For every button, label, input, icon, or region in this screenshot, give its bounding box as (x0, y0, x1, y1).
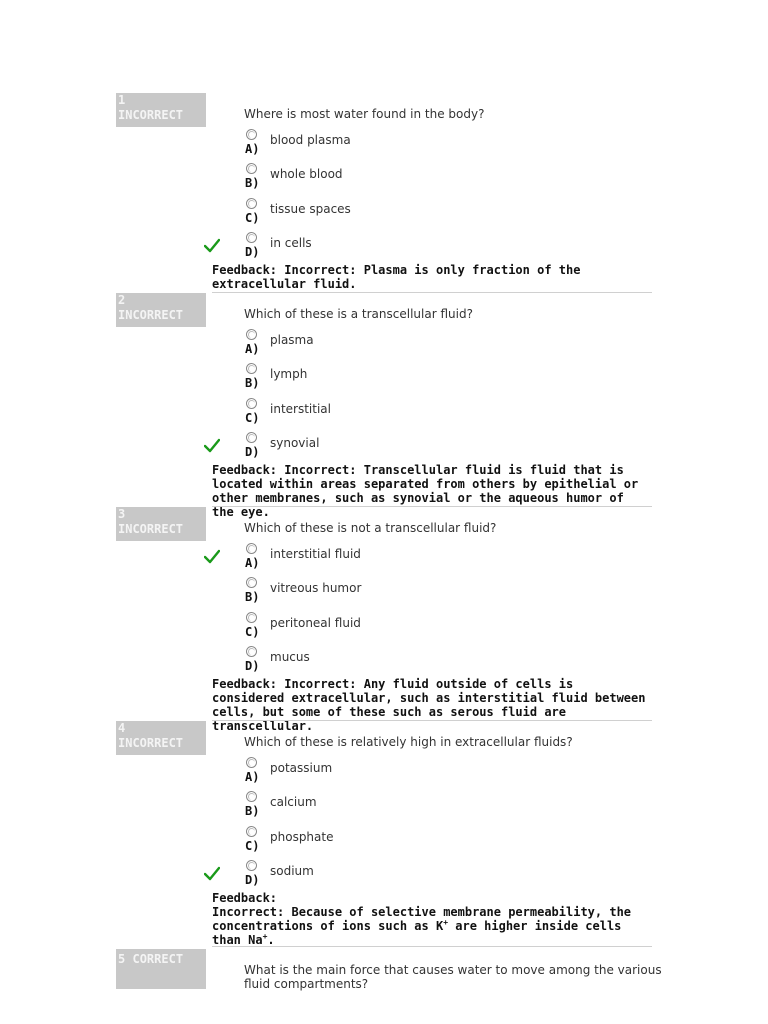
option-letter: B) (245, 590, 260, 604)
divider (212, 720, 652, 721)
feedback-text: Feedback: Incorrect: Any fluid outside of cells is considered extracellular, such as interstitial fluid between cells, but some of these such as serous fluid are transcellular. (212, 677, 646, 733)
option-letter: B) (245, 376, 260, 390)
radio-button[interactable] (246, 612, 257, 623)
question-status: CORRECT (132, 952, 184, 966)
option-d[interactable] (244, 646, 544, 680)
option-letter: B) (245, 804, 260, 818)
radio-button[interactable] (246, 329, 257, 340)
checkmark-icon (204, 549, 220, 565)
option-c[interactable] (244, 198, 544, 232)
radio-button[interactable] (246, 198, 257, 209)
question-status-badge (116, 293, 206, 327)
feedback-text (212, 891, 652, 947)
option-a[interactable] (244, 129, 544, 163)
radio-button[interactable] (246, 577, 257, 588)
option-letter: D) (245, 659, 260, 673)
radio-button[interactable] (246, 129, 257, 140)
question-text: Which of these is a transcellular fluid? (244, 307, 473, 321)
question-status: INCORRECT (118, 522, 184, 536)
radio-button[interactable] (246, 646, 257, 657)
radio-button[interactable] (246, 163, 257, 174)
question-status-badge (116, 93, 206, 127)
feedback-text: Feedback: Incorrect: Plasma is only fraction of the extracellular fluid. (212, 263, 581, 291)
option-text: peritoneal fluid (270, 616, 361, 630)
option-b[interactable] (244, 791, 544, 825)
checkmark-icon (204, 438, 220, 454)
radio-button[interactable] (246, 826, 257, 837)
option-text: synovial (270, 436, 320, 450)
question-number: 2 (118, 293, 126, 307)
question-text: What is the main force that causes water to move among the various fluid compartments? (244, 963, 662, 991)
option-text: interstitial (270, 402, 331, 416)
option-text: blood plasma (270, 133, 351, 147)
option-b[interactable] (244, 577, 544, 611)
option-d[interactable] (244, 860, 544, 894)
option-d[interactable] (244, 232, 544, 266)
option-a[interactable] (244, 543, 544, 577)
question-status-badge (116, 721, 206, 755)
question-number: 1 (118, 93, 126, 107)
radio-button[interactable] (246, 543, 257, 554)
question-status: INCORRECT (118, 736, 184, 750)
question-text: Where is most water found in the body? (244, 107, 485, 121)
option-letter: D) (245, 873, 260, 887)
option-text: calcium (270, 795, 317, 809)
option-letter: D) (245, 445, 260, 459)
question-number: 4 (118, 721, 126, 735)
option-text: sodium (270, 864, 314, 878)
option-c[interactable] (244, 826, 544, 860)
option-text: vitreous humor (270, 581, 362, 595)
option-text: potassium (270, 761, 333, 775)
radio-button[interactable] (246, 398, 257, 409)
option-c[interactable] (244, 398, 544, 432)
option-b[interactable] (244, 163, 544, 197)
radio-button[interactable] (246, 432, 257, 443)
radio-button[interactable] (246, 757, 257, 768)
question-status-badge (116, 949, 206, 989)
option-text: in cells (270, 236, 312, 250)
option-text: tissue spaces (270, 202, 351, 216)
radio-button[interactable] (246, 363, 257, 374)
feedback-body: Incorrect: Because of selective membrane permeability, the concentrations of ions such as K+ are higher inside cells than Na+. (212, 905, 632, 947)
option-letter: A) (245, 556, 260, 570)
option-letter: C) (245, 211, 260, 225)
option-letter: A) (245, 342, 260, 356)
question-status: INCORRECT (118, 308, 184, 322)
radio-button[interactable] (246, 232, 257, 243)
option-letter: B) (245, 176, 260, 190)
option-letter: C) (245, 411, 260, 425)
option-text: interstitial fluid (270, 547, 361, 561)
question-text: Which of these is not a transcellular fluid? (244, 521, 497, 535)
option-text: phosphate (270, 830, 334, 844)
option-letter: C) (245, 839, 260, 853)
option-c[interactable] (244, 612, 544, 646)
option-a[interactable] (244, 757, 544, 791)
radio-button[interactable] (246, 860, 257, 871)
option-text: lymph (270, 367, 308, 381)
feedback-text: Feedback: Incorrect: Transcellular fluid is fluid that is located within areas separated from others by epithelial or other membranes, such as synovial or the aqueous humor of the eye. (212, 463, 639, 519)
option-b[interactable] (244, 363, 544, 397)
option-a[interactable] (244, 329, 544, 363)
question-status: INCORRECT (118, 108, 184, 122)
option-d[interactable] (244, 432, 544, 466)
option-text: plasma (270, 333, 314, 347)
question-number: 5 (118, 952, 126, 966)
question-number: 3 (118, 507, 126, 521)
option-text: whole blood (270, 167, 343, 181)
divider (212, 506, 652, 507)
option-letter: A) (245, 770, 260, 784)
option-letter: A) (245, 142, 260, 156)
question-status-badge (116, 507, 206, 541)
option-letter: D) (245, 245, 260, 259)
checkmark-icon (204, 238, 220, 254)
radio-button[interactable] (246, 791, 257, 802)
option-text: mucus (270, 650, 310, 664)
divider (212, 946, 652, 947)
feedback-label: Feedback: (212, 891, 278, 905)
option-letter: C) (245, 625, 260, 639)
divider (212, 292, 652, 293)
checkmark-icon (204, 866, 220, 882)
question-text: Which of these is relatively high in extracellular fluids? (244, 735, 573, 749)
